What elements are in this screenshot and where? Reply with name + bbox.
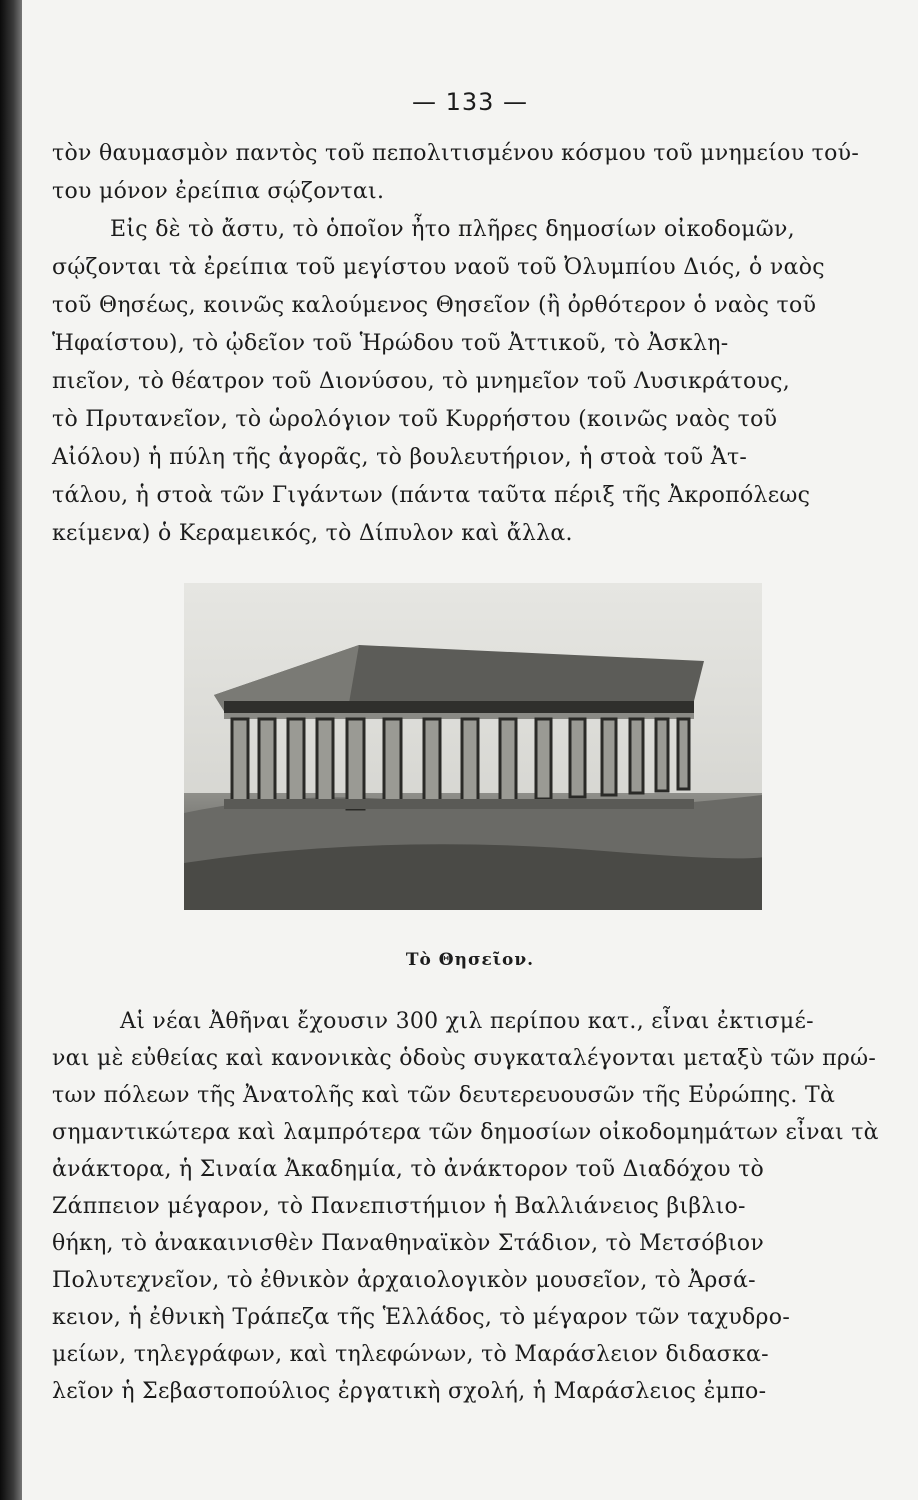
text-line: του μόνον ἐρείπια σῴζονται. (52, 179, 385, 204)
text-line: τοῦ Θησέως, κοινῶς καλούμενος Θησεῖον (ἢ ὀρθότερον ὁ ναὸς τοῦ (52, 293, 817, 318)
text-line: μείων, τηλεγράφων, καὶ τηλεφώνων, τὸ Μαράσλειον διδασκα- (52, 1342, 769, 1367)
text-line: ναι μὲ εὐθείας καὶ κανονικὰς ὁδοὺς συγκαταλέγονται μεταξὺ τῶν πρώ- (52, 1046, 877, 1071)
theseion-illustration (184, 583, 762, 910)
temple-engraving (184, 583, 762, 910)
text-line: Ἡφαίστου), τὸ ᾠδεῖον τοῦ Ἡρώδου τοῦ Ἀττικοῦ, τὸ Ἀσκλη- (52, 331, 729, 356)
text-line: κειον, ἡ ἐθνικὴ Τράπεζα τῆς Ἑλλάδος, τὸ μέγαρον τῶν ταχυδρο- (52, 1305, 791, 1330)
text-line: των πόλεων τῆς Ἀνατολῆς καὶ τῶν δευτερευουσῶν τῆς Εὐρώπης. Τὰ (52, 1083, 836, 1108)
text-line: λεῖον ἡ Σεβαστοπούλιος ἐργατικὴ σχολή, ἡ Μαράσλειος ἐμπο- (52, 1379, 767, 1404)
book-page (22, 0, 918, 1500)
page-number: — 133 — (411, 88, 529, 116)
paragraph-first-line: Αἱ νέαι Ἀθῆναι ἔχουσιν 300 χιλ περίπου κατ., εἶναι ἐκτισμέ- (120, 1009, 814, 1034)
text-line: πιεῖον, τὸ θέατρον τοῦ Διονύσου, τὸ μνημεῖον τοῦ Λυσικράτους, (52, 369, 791, 394)
text-line: ἀνάκτορα, ἡ Σιναία Ἀκαδημία, τὸ ἀνάκτορον τοῦ Διαδόχου τὸ (52, 1157, 765, 1182)
text-line: τὸ Πρυτανεῖον, τὸ ὡρολόγιον τοῦ Κυρρήστου (κοινῶς ναὸς τοῦ (52, 407, 778, 432)
text-line: Αἰόλου) ἡ πύλη τῆς ἀγορᾶς, τὸ βουλευτήριον, ἡ στοὰ τοῦ Ἀτ- (52, 445, 748, 470)
paragraph-first-line: Εἰς δὲ τὸ ἄστυ, τὸ ὁποῖον ἦτο πλῆρες δημοσίων οἰκοδομῶν, (110, 217, 795, 242)
figure-caption: Τὸ Θησεῖον. (405, 950, 535, 970)
text-line: σῴζονται τὰ ἐρείπια τοῦ μεγίστου ναοῦ τοῦ Ὀλυμπίου Διός, ὁ ναὸς (52, 255, 825, 280)
page-edge-shadow (0, 0, 22, 1500)
text-line: κείμενα) ὁ Κεραμεικός, τὸ Δίπυλον καὶ ἄλλα. (52, 521, 573, 546)
text-line: Πολυτεχνεῖον, τὸ ἐθνικὸν ἀρχαιολογικὸν μουσεῖον, τὸ Ἀρσά- (52, 1268, 756, 1293)
text-line: Ζάππειον μέγαρον, τὸ Πανεπιστήμιον ἡ Βαλλιάνειος βιβλιο- (52, 1194, 746, 1219)
text-line: θήκη, τὸ ἀνακαινισθὲν Παναθηναϊκὸν Στάδιον, τὸ Μετσόβιον (52, 1231, 765, 1256)
text-line: τάλου, ἡ στοὰ τῶν Γιγάντων (πάντα ταῦτα πέριξ τῆς Ἀκροπόλεως (52, 483, 811, 508)
text-line: τὸν θαυμασμὸν παντὸς τοῦ πεπολιτισμένου κόσμου τοῦ μνημείου τού- (52, 141, 860, 166)
text-line: σημαντικώτερα καὶ λαμπρότερα τῶν δημοσίων οἰκοδομημάτων εἶναι τὰ (52, 1120, 879, 1145)
